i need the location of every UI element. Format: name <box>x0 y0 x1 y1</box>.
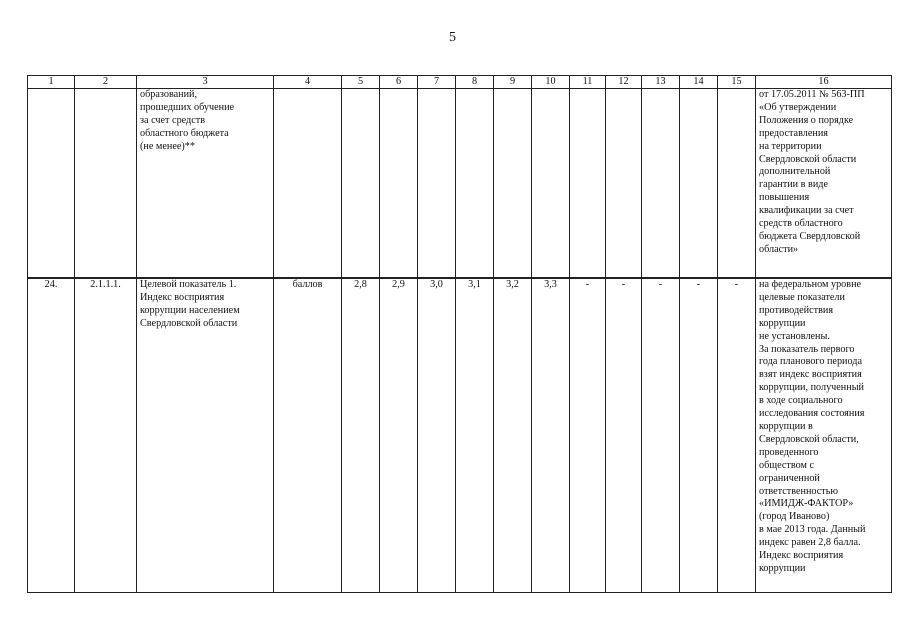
cont-indicator-name <box>137 89 274 279</box>
cont-cell-14 <box>680 89 718 279</box>
unit-cell: баллов <box>274 278 342 593</box>
header-col-3: 3 <box>137 76 274 89</box>
note-line: «ИМИДЖ-ФАКТОР» <box>759 498 854 510</box>
indicator-name <box>137 278 274 593</box>
cont-source-note <box>756 89 892 279</box>
header-col-15: 15 <box>718 76 756 89</box>
cont-cell-4 <box>274 89 342 279</box>
header-col-5: 5 <box>342 76 380 89</box>
cont-cell-7 <box>418 89 456 279</box>
note-line: Индекс восприятия <box>759 550 844 562</box>
note-line: (город Иваново) <box>759 511 830 523</box>
value-cell-5: 2,8 <box>342 278 380 593</box>
cont-cell-6 <box>380 89 418 279</box>
value-cell-8: 3,1 <box>456 278 494 593</box>
header-col-2: 2 <box>75 76 137 89</box>
indicator-name-line: Свердловской области <box>140 317 238 329</box>
note-line: исследования состояния <box>759 408 865 420</box>
cont-note-line: бюджета Свердловской <box>759 230 861 242</box>
note-line: года планового периода <box>759 356 863 368</box>
indicator-note <box>756 278 892 593</box>
cont-note-line: Свердловской области <box>759 153 857 165</box>
note-line: За показатель первого <box>759 343 855 355</box>
cont-cell-10 <box>532 89 570 279</box>
value-cell-7: 3,0 <box>418 278 456 593</box>
cont-cell-2 <box>75 89 137 279</box>
row-code: 2.1.1.1. <box>75 278 137 593</box>
note-line: противодействия <box>759 304 834 316</box>
cont-cell-15 <box>718 89 756 279</box>
note-line: на федеральном уровне <box>759 279 862 290</box>
note-line: не установлены. <box>759 330 830 342</box>
cont-name-line: образований, <box>140 89 198 100</box>
note-line: коррупции в <box>759 420 813 432</box>
note-line: проведенного <box>759 446 819 458</box>
header-col-9: 9 <box>494 76 532 89</box>
header-col-1: 1 <box>28 76 75 89</box>
header-col-10: 10 <box>532 76 570 89</box>
note-line: ответственностью <box>759 485 838 497</box>
indicator-name-line: Целевой показатель 1. <box>140 279 237 290</box>
header-col-11: 11 <box>570 76 606 89</box>
header-col-6: 6 <box>380 76 418 89</box>
cont-note-line: квалификации за счет <box>759 205 854 217</box>
value-cell-11: - <box>570 278 606 593</box>
note-line: обществом с <box>759 459 815 471</box>
header-row <box>28 76 892 89</box>
value-cell-6: 2,9 <box>380 278 418 593</box>
note-line: Свердловской области, <box>759 433 859 445</box>
note-line: в ходе социального <box>759 395 843 407</box>
cont-note-line: гарантии в виде <box>759 179 828 191</box>
indicators-table <box>27 75 892 593</box>
table-row-continued <box>28 89 892 279</box>
note-line: ограниченной <box>759 472 820 484</box>
cont-note-line: «Об утверждении <box>759 101 837 113</box>
note-line: коррупции, полученный <box>759 382 865 394</box>
header-col-16: 16 <box>756 76 892 89</box>
cont-name-line: за счет средств <box>140 114 206 126</box>
header-col-4: 4 <box>274 76 342 89</box>
value-cell-12: - <box>606 278 642 593</box>
cont-name-line: областного бюджета <box>140 127 229 139</box>
value-cell-14: - <box>680 278 718 593</box>
cont-cell-8 <box>456 89 494 279</box>
note-line: коррупции <box>759 562 806 574</box>
cont-cell-12 <box>606 89 642 279</box>
cont-cell-5 <box>342 89 380 279</box>
indicator-name-line: Индекс восприятия <box>140 291 225 303</box>
header-col-13: 13 <box>642 76 680 89</box>
cont-note-line: Положения о порядке <box>759 114 854 126</box>
header-col-14: 14 <box>680 76 718 89</box>
value-cell-9: 3,2 <box>494 278 532 593</box>
cont-name-line: прошедших обучение <box>140 101 235 113</box>
cont-note-line: повышения <box>759 192 810 204</box>
cont-note-line: предоставления <box>759 127 828 139</box>
cont-cell-11 <box>570 89 606 279</box>
value-cell-10: 3,3 <box>532 278 570 593</box>
indicator-name-line: коррупции населением <box>140 304 240 316</box>
note-line: индекс равен 2,8 балла. <box>759 537 861 549</box>
cont-cell-9 <box>494 89 532 279</box>
note-line: целевые показатели <box>759 291 845 303</box>
cont-note-line: средств областного <box>759 218 843 230</box>
cont-note-line: от 17.05.2011 № 563-ПП <box>759 89 865 100</box>
cont-note-line: дополнительной <box>759 166 831 178</box>
header-col-8: 8 <box>456 76 494 89</box>
cont-cell-13 <box>642 89 680 279</box>
note-line: в мае 2013 года. Данный <box>759 524 866 536</box>
header-col-12: 12 <box>606 76 642 89</box>
cont-note-line: области» <box>759 243 799 255</box>
page-number: 5 <box>449 30 456 45</box>
header-col-7: 7 <box>418 76 456 89</box>
cont-note-line: на территории <box>759 140 822 152</box>
row-number: 24. <box>28 278 75 593</box>
value-cell-13: - <box>642 278 680 593</box>
note-line: коррупции <box>759 317 806 329</box>
cont-cell-1 <box>28 89 75 279</box>
note-line: взят индекс восприятия <box>759 369 862 381</box>
value-cell-15: - <box>718 278 756 593</box>
table-row-24 <box>28 278 892 593</box>
cont-name-line: (не менее)** <box>140 140 195 152</box>
